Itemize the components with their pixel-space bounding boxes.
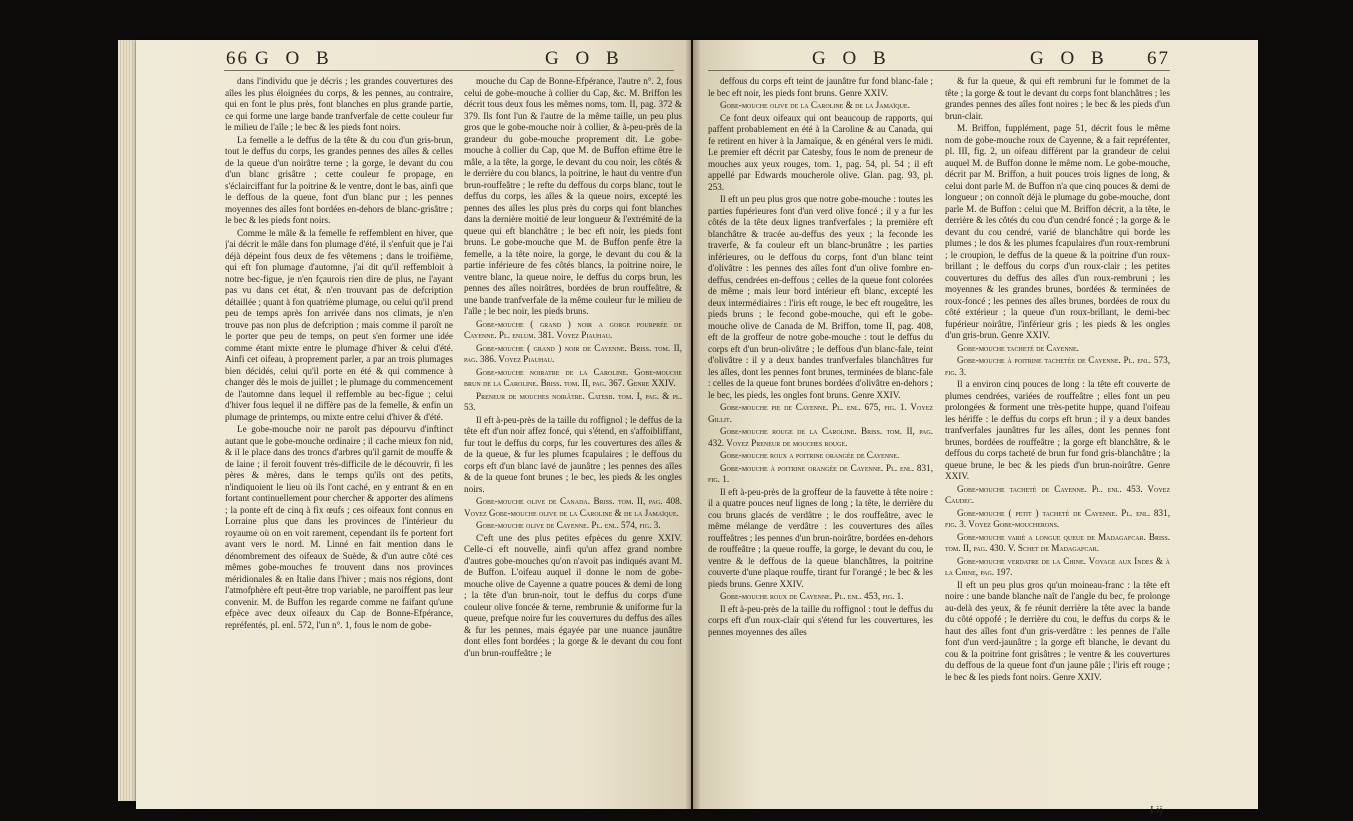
paragraph: Gobe-mouche noiratre de la Caroline. Gobe-mouche brun de la Caroline. Briss. tom. II, pag. 367. Genre XXIV.	[464, 366, 682, 388]
left-running-header-col2: G O B	[545, 48, 625, 69]
paragraph: mouche du Cap de Bonne-Efpérance, l'autre n°. 2, fous celui de gobe-mouche à collier du Cap, &c. M. Briffon les décrit tous deux fous les mêmes noms, tom. II, pag. 372 & 379. Ils font l'un & l'autre de la même taille, un peu plus gros que le gobe-mouche noir à collier, & à-peu-près de la grandeur du gobe-mouche proprement dit. Le gobe-mouche à collier du Cap, que M. de Buffon eftime être le mâle, a la tête, la gorge, le devant du cou noir, les côtés & le derrière du cou blancs, la poitrine, le haut du ventre d'un brun-rouffeâtre ; le refte du deffous du corps blanc, tout le deffus du corps, les aîles & la queue noirs, excepté les pennes des aîles les plus près du corps qui font blanches dans la dernière moitié de leur longueur & l'extrémité de la queue qui eft blanchâtre ; le bec eft noir, les pieds font bruns. Le gobe-mouche que M. de Buffon penfe être la femelle, a la tête noire, la gorge, le devant du cou & la partie inférieure de fes côtés blancs, la poitrine noire, le ventre blanc, la queue noire, le deffus du corps brun, les pennes des aîles noirâtres, bordées de brun rouffeâtre, & une bande tranfverfale de la même couleur fur le milieu de l'aîle ; le bec noir, les pieds bruns.	[464, 76, 682, 316]
right-column-1	[708, 76, 933, 801]
paragraph: Gobe-mouche ( petit ) tacheté de Cayenne. Pl. enl. 831, fig. 3. Voyez Gobe-moucherons.	[945, 507, 1170, 529]
paragraph: Il a environ cinq pouces de long : la tête eft couverte de plumes cendrées, variées de rouffeâtre ; elles font un peu prolongées & forment une très-petite huppe, quand l'oifeau les hériffe : le deffus du corps eft brun ; il y a deux bandes tranfverfales jaunâtres fur les aîles, dont les pennes font brunes, bordées de rouffeâtre ; la gorge eft blanchâtre, & le deffous du corps tacheté de brun fur fond gris-blanchâtre ; la queue brune, le bec & les pieds d'un brun-noirâtre. Genre XXIV.	[945, 379, 1170, 481]
paragraph: Gobe-mouche à poitrine tachetée de Cayenne. Pl. enl. 573, fig. 3.	[945, 355, 1170, 377]
right-page-number: 67	[1147, 48, 1170, 69]
paragraph: Gobe-mouche tacheté de Cayenne. Pl. enl. 453. Voyez Caudec.	[945, 483, 1170, 505]
paragraph: dans l'individu que je décris ; les grandes couvertures des aîles les plus éloignées du corps, & les pennes, au contraire, qui en font le plus près, font blanches en plus grande partie, ce qui forme une large bande tranfverfale de cette couleur fur le milieu de l'aîle ; le bec & les pieds font noirs.	[225, 76, 453, 132]
left-running-header: G O B	[255, 48, 335, 69]
paragraph: Gobe-mouche tacheté de Cayenne.	[957, 342, 1079, 353]
right-header-rule	[708, 70, 1170, 71]
right-running-header-col1: G O B	[812, 48, 892, 69]
paragraph: Le gobe-mouche noir ne paroît pas dépourvu d'inftinct autant que le gobe-mouche ordinaire ; il cache mieux fon nid, & il le place dans des troncs d'arbres qu'il garnit de mouffe & de laine ; il feroit fouvent très-difficile de le découvrir, fi les pères & mères, dans le temps qu'ils ont des petits, n'indiquoient le lieu où ils l'ont caché, en y entrant & en en fortant continuellement pour chercher & apporter des alimens ; la ponte eft de cinq à fix œufs ; ces oifeaux font connus en Lorraine plus que dans les provinces de l'intérieur du royaume où on en voit rarement, cependant ils fe portent fort avant vers le nord. M. Linné en fait mention dans le dénombrement des oifeaux de Suède, & d'un autre côté ces mêmes gobe-mouches fe trouvent dans nos provinces méridionales & en Italie dans l'hiver ; mais nos régions, dont l'atmofphère eft peut-être trop variable, ne paroiffent pas leur convenir. M. de Buffon les regarde comme ne faifant qu'une efpèce avec deux oifeaux du Cap de Bonne-Efpérance, repréfentés, pl. enl. 572, l'un n°. 1, fous le nom de gobe-	[225, 424, 453, 630]
paragraph: Gobe-mouche olive de la Caroline & de la Jamaïque.	[720, 100, 910, 110]
signature-mark: I ij	[1150, 804, 1163, 816]
left-column-2	[464, 76, 682, 801]
left-page-number: 66	[226, 48, 249, 69]
paragraph: Il eft un peu plus gros qu'un moineau-franc : la tête eft noire : une bande blanche naît de l'angle du bec, fe prolonge au-delà des yeux, & fe réunit derrière la tête avec la bande du côté oppofé ; le derrière du cou, le deffus du corps & le haut des aîles font d'un gris-verdâtre : les pennes de l'aîle font d'un verd-jaunâtre ; la gorge eft blanche, le devant du cou & la poitrine font grisâtres ; le ventre & les couvertures du deffous de la queue font d'un jaune pâle ; l'iris eft rouge ; le bec & les pieds font noirs. Genre XXIV.	[945, 579, 1170, 682]
paragraph: La femelle a le deffus de la tête & du cou d'un gris-brun, tout le deffus du corps, les grandes pennes des aîles & celles de la queue d'un noirâtre terne ; la gorge, le devant du cou d'un blanc grisâtre ; cette couleur fe propage, en s'éclairciffant fur la poitrine & le ventre, dont le bas, ainfi que le deffous de la queue, font d'un blanc pur ; les pennes moyennes des aîles font bordées en-dehors de blanc-grisâtre ; le bec & les pieds font noirs.	[225, 134, 453, 225]
right-column-2	[945, 76, 1170, 801]
paragraph: Gobe-mouche olive de Canada. Briss. tom. II, pag. 408. Voyez Gobe-mouche olive de la Caroline & de la Jamaïque.	[464, 496, 682, 518]
left-header-rule	[224, 70, 674, 71]
paragraph: deffous du corps eft teint de jaunâtre fur fond blanc-fale ; le bec eft noir, les pieds font bruns. Genre XXIV.	[708, 76, 933, 98]
paragraph: Gobe-mouche olive de Cayenne. Pl. enl. 574, fig. 3.	[476, 520, 661, 530]
paragraph: Gobe-mouche ( grand ) noir de Cayenne. Briss. tom. II, pag. 386. Voyez Piauhau.	[464, 342, 682, 364]
paragraph: Il eft à-peu-près de la taille du roffignol ; le deffus de la tête eft d'un noir affez foncé, qui s'étend, en s'affoibliffant, fur tout le deffus du corps, fur les couvertures des aîles & de la queue, & fur les plumes fcapulaires ; le deffous du corps eft d'un blanc lavé de jaunâtre ; les pennes des aîles & de la queue font brunes ; le bec, les pieds & les ongles noirs.	[464, 414, 682, 494]
paragraph: C'eft une des plus petites efpèces du genre XXIV. Celle-ci eft nouvelle, ainfi qu'un affez grand nombre d'autres gobe-mouches qu'on n'avoit pas indiqués avant M. de Buffon. L'oifeau auquel il donne le nom de gobe-mouche olive de Cayenne a quatre pouces & demi de long ; la tête d'un brun-noir, tout le deffus du corps d'une couleur olive foncée & terne, rembrunie & uniforme fur la queue, prefque noire fur les couvertures du deffus des aîles & fur les pennes, mais égayée par une nuance jaunâtre dont elles font bordées ; la gorge & le devant du cou font d'un brun-rouffeâtre ; le	[464, 532, 682, 658]
paragraph: Gobe-mouche varié a longue queue de Madagafcar. Briss. tom. II, pag. 430. V. Schet de Madagafcar.	[945, 531, 1170, 553]
paragraph: Comme le mâle & la femelle fe reffemblent en hiver, que j'ai décrit le mâle dans fon plumage d'été, il s'enfuit que je l'ai déjà dépeint fous deux de fes vêtemens ; dans le troifième, qui eft fon plumage d'automne, j'ai dit qu'il reffembloit à notre bec-figue, je n'en fçaurois rien dire de plus, ne l'ayant pas vu dans cet état, & n'en trouvant pas de defcription détaillée ; quant à fon quatrième plumage, ou celui qu'il prend peu de temps après fon arrivée dans nos climats, je n'en trouve pas non plus de defcription ; mais comme il paroît ne le porter que peu de temps, on peut s'en former une idée comme étant mixte entre le plumage d'hiver & celui d'été. Ainfi cet oifeau, à proprement parler, a par an trois plumages bien décidés, celui qu'il porte en été & qui commence à changer dès le mois de juillet ; le plumage du commencement de l'automne dans lequel il reffemble au bec-figue ; celui d'hiver fous lequel il ne diffère pas de la femelle, & enfin un plumage de printemps, ou mixte entre celui d'hiver & d'été.	[225, 227, 453, 422]
paragraph: Gobe-mouche roux a poitrine orangée de Cayenne.	[720, 450, 900, 460]
paragraph: M. Briffon, fupplément, page 51, décrit fous le même nom de gobe-mouche roux de Cayenne, & a fait repréfenter, pl. III, fig. 2, un oifeau différent par la grandeur de celui auquel M. de Buffon donne le même nom. Le gobe-mouche, décrit par M. Briffon, a huit pouces trois lignes de long, & celui dont parle M. de Buffon n'a que cinq pouces & demi de longueur ; on connoît déjà le plumage du gobe-mouche, dont parle M. de Buffon : celui que M. Briffon décrit, a la tête, le derrière & les côtés du cou d'un cendré foncé ; la gorge & le devant du cou cendré, varié de blanchâtre qui borde les plumes ; le dos & les plumes fcapulaires d'un roux-rembruni ; le croupion, le deffus de la queue & la poitrine d'un roux-brillant ; le deffous du corps d'un roux-clair ; les petites couvertures du deffus des aîles d'un roux-rembruni ; les moyennes & les grandes brunes, bordées & terminées de roux-foncé ; les pennes des aîles brunes, bordées de roux du côté extérieur ; la queue d'un roux-brillant, le demi-bec fupérieur noirâtre, l'inférieur gris ; les pieds & les ongles d'un gris-brun. Genre XXIV.	[945, 123, 1170, 340]
left-column-1	[225, 76, 453, 801]
book-gutter	[686, 40, 700, 809]
paragraph: Gobe-mouche ( grand ) noir a gorge pourprée de Cayenne. Pl. enlum. 381. Voyez Piauhau.	[464, 318, 682, 340]
paragraph: Gobe-mouche verdatre de la Chine. Voyage aux Indes & à la Chine, pag. 197.	[945, 555, 1170, 577]
left-page-edges	[118, 40, 138, 801]
paragraph: Il eft à-peu-près de la taille du roffignol : tout le deffus du corps eft d'un roux-clair qui s'étend fur les couvertures, les pennes moyennes des aîles	[708, 603, 933, 637]
paragraph: & fur la queue, & qui eft rembruni fur le fommet de la tête ; la gorge & tout le devant du corps font blanchâtres ; les grandes pennes des aîles font noires ; le bec & les pieds d'un brun-clair.	[945, 76, 1170, 121]
paragraph: Gobe-mouche à poitrine orangée de Cayenne. Pl. enl. 831, fig. 1.	[708, 462, 933, 484]
paragraph: Il eft à-peu-près de la groffeur de la fauvette à tête noire : il a quatre pouces neuf lignes de long ; la tête, le derrière du cou bruns glacés de verdâtre ; le dos rouffeâtre, avec le même mélange de verdâtre : les couvertures des aîles rouffeâtres ; les pennes d'un brun-noirâtre, bordées en-dehors de rouffeâtre ; la queue rouffe, la gorge, le devant du cou, le ventre & le deffous de la queue blanchâtres, la poitrine couverte d'une plaque rouffe, tirant fur l'orangé ; le bec & les pieds bruns. Genre XXIV.	[708, 486, 933, 589]
right-running-header: G O B	[1030, 48, 1110, 69]
paragraph: Gobe-mouche roux de Cayenne. Pl. enl. 453, fig. 1.	[720, 591, 904, 601]
paragraph: Gobe-mouche rouge de la Caroline. Briss. tom. II, pag. 432. Voyez Preneur de mouches rouge.	[708, 426, 933, 448]
paragraph: Il eft un peu plus gros que notre gobe-mouche : toutes les parties fupérieures font d'un verd olive foncé ; il y a fur les côtés de la tête deux lignes tranfverfales ; la première eft blanchâtre & tracée au-deffus des yeux ; la feconde les traverfe, & fa couleur eft un blanc-brunâtre ; les parties inférieures, ou le deffous du corps, font d'un blanc teint d'olivâtre : les pennes des aîles font d'un olive fombre en-deffus, cendrées en-deffous ; celles de la queue font colorées de même ; mais leur bord intérieur eft blanc, excepté les deux intermédiaires : l'iris eft rouge, le bec eft rougeâtre, les pieds bruns ; le fecond gobe-mouche, qui eft le gobe-mouche olive de Canada de M. Briffon, tome II, pag. 408, eft de la groffeur de notre gobe-mouche : tout le deffus du corps eft d'un brun-olivâtre ; le deffous d'un blanc-fale, teint d'olivâtre : il y a deux bandes tranfverfales blanchâtres fur les aîles, dont les pennes font brunes, terminées de blanc-fale : celles de la queue font brunes bordées d'olivâtre en-dehors ; le bec, les pieds, les ongles font bruns. Genre XXIV.	[708, 194, 933, 400]
paragraph: Ce font deux oifeaux qui ont beaucoup de rapports, qui paffent probablement en été à la Caroline & au Canada, qui fe retirent en hiver à la Jamaïque, & en général vers le midi. Le premier eft décrit par Catesby, fous le nom de preneur de mouches aux yeux rouges, tom. 1, pag. 54, pl. 54 ; il eft appellé par Edwards moucherole olive. Glan. pag. 93, pl. 253.	[708, 112, 933, 192]
paragraph: Preneur de mouches noirâtre. Catesb. tom. I, pag. & pl. 53.	[464, 390, 682, 412]
paragraph: Gobe-mouche pie de Cayenne. Pl. enl. 675, fig. 1. Voyez Gillit.	[708, 402, 933, 424]
